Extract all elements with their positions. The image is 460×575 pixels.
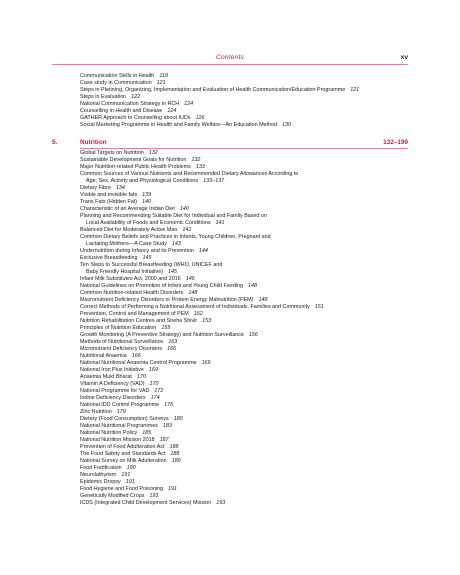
toc-entry[interactable]	[80, 122, 410, 129]
toc-entry-page: 140	[179, 206, 189, 212]
toc-entry[interactable]	[80, 402, 410, 409]
toc-entry[interactable]	[80, 94, 410, 101]
toc-entry[interactable]	[80, 409, 410, 416]
toc-entry-title: Steps in Planning, Organizing, Implementation and Evaluation of Health Communication/Education Programme	[80, 87, 346, 93]
toc-entry-title: National Iron Plus Initiative	[80, 367, 144, 373]
toc-entry[interactable]	[80, 318, 410, 325]
toc-entry-page: 148	[258, 297, 268, 303]
toc-entry-page: 188	[169, 444, 179, 450]
toc-entry[interactable]	[80, 164, 410, 171]
toc-entry-page: 132	[148, 150, 158, 156]
toc-entry[interactable]	[80, 150, 410, 157]
toc-entry-page: 140	[142, 199, 152, 205]
toc-entry-title: National Nutritional Programmes	[80, 423, 158, 429]
toc-entry-page: 156	[248, 332, 258, 338]
toc-entry-title: GATHER Approach to Counselling about IUDs	[80, 115, 191, 121]
toc-entry-title: Prevention of Food Adulteration Act	[80, 444, 165, 450]
toc-entry[interactable]	[80, 325, 410, 332]
toc-entry[interactable]	[80, 416, 410, 423]
toc-entry-page: 169	[148, 367, 158, 373]
toc-entry-page: 188	[170, 451, 180, 457]
toc-entry[interactable]	[80, 192, 410, 199]
toc-entry-title: Visible and invisible fats	[80, 192, 138, 198]
toc-entry-page: 191	[125, 479, 135, 485]
toc-entry[interactable]	[80, 395, 410, 402]
toc-entry-page: 155	[161, 325, 171, 331]
toc-entry[interactable]	[80, 115, 410, 122]
toc-entry-page: 141	[182, 227, 192, 233]
toc-entry-title: Communication Skills in Health	[80, 73, 155, 79]
toc-entry[interactable]	[80, 332, 410, 339]
toc-entry-title: Characteristic of an Average Indian Diet	[80, 206, 175, 212]
toc-entry-page: 148	[188, 290, 198, 296]
toc-entry[interactable]	[80, 199, 410, 206]
toc-entry-page: 166	[131, 353, 141, 359]
toc-entry-title: Global Targets on Nutrition	[80, 150, 144, 156]
toc-entry-title-continued	[80, 269, 410, 276]
running-title: Contents	[216, 54, 244, 61]
toc-entry-title: Planning and Recommending Suitable Diet for Individual and Family Based on	[80, 213, 267, 219]
toc-entry-page: 139	[142, 192, 152, 198]
toc-entry-title: Iodine Deficiency Disorders	[80, 395, 146, 401]
toc-entry-page: 133	[195, 164, 205, 170]
toc-entry-continuation: Age, Sex, Activity and Physiological Conditions	[86, 178, 199, 184]
chapter-entry-list	[80, 150, 410, 507]
header-divider	[52, 64, 408, 65]
toc-entry-page: 121	[156, 80, 166, 86]
toc-entry-page: 193	[216, 500, 226, 506]
toc-entry-title: Common Sources of Various Nutrients and Recommended Dietary Allowances According to	[80, 171, 299, 177]
toc-entry-title: Prevention, Control and Management of PEM	[80, 311, 189, 317]
toc-entry[interactable]	[80, 444, 410, 451]
toc-entry[interactable]	[80, 157, 410, 164]
toc-entry[interactable]	[80, 360, 410, 367]
toc-entry[interactable]	[80, 185, 410, 192]
toc-entry[interactable]	[80, 290, 410, 297]
toc-entry[interactable]	[80, 465, 410, 472]
toc-entry-title: Common Nutrition-related Health Disorders	[80, 290, 184, 296]
toc-entry-title: National IDD Control Programme	[80, 402, 160, 408]
toc-entry[interactable]	[80, 458, 410, 465]
toc-entry-title: Food Fortification	[80, 465, 122, 471]
toc-entry-title: The Food Safety and Standards Act	[80, 451, 166, 457]
toc-entry-title: Neurolathyrism	[80, 472, 117, 478]
toc-entry-title: National Communication Strategy in RCH	[80, 101, 180, 107]
toc-entry[interactable]	[80, 353, 410, 360]
toc-entry-title: Infant Milk Substitutes Act, 2000 and 2016	[80, 276, 181, 282]
toc-entry-title: Dietary Fibre	[80, 185, 111, 191]
toc-entry-title: Genetically Modified Crops	[80, 493, 145, 499]
toc-entry-title: Correct Methods of Performing a Nutritional Assessment of Individuals, Families and Community	[80, 304, 310, 310]
toc-entry-page: 191	[168, 486, 178, 492]
toc-entry-page: 187	[159, 437, 169, 443]
toc-entry-title: Counselling in Health and Disease	[80, 108, 163, 114]
toc-entry-page: 166	[167, 346, 177, 352]
toc-entry-title: Common Dietary Beliefs and Practices in Infants, Young Children, Pregnant and	[80, 234, 271, 240]
toc-entry-title: Food Hygiene and Food Poisoning	[80, 486, 164, 492]
toc-entry[interactable]	[80, 206, 410, 213]
toc-entry[interactable]	[80, 171, 410, 185]
toc-entry-title: Principles of Nutrition Education	[80, 325, 157, 331]
toc-entry-continuation: Baby Friendly Hospital Initiative)	[86, 269, 163, 275]
toc-entry-title: National Survey on Milk Adulteration	[80, 458, 167, 464]
toc-entry-page: 153	[202, 318, 212, 324]
toc-entry-page: 176	[164, 402, 174, 408]
toc-entry-title: Balanced Diet for Moderately Active Man	[80, 227, 178, 233]
toc-entry-title: Undernutrition during Infancy and its Prevention	[80, 248, 194, 254]
toc-entry-title: Methods of Nutritional Surveillance	[80, 339, 164, 345]
toc-entry-page: 145	[168, 269, 177, 275]
toc-entry-page: 185	[142, 430, 152, 436]
toc-entry-page: 174	[150, 395, 160, 401]
toc-entry[interactable]	[80, 227, 410, 234]
toc-entry-page: 121	[350, 87, 360, 93]
toc-entry-title: National Nutrition Policy	[80, 430, 138, 436]
toc-entry-page: 180	[173, 416, 183, 422]
toc-entry[interactable]	[80, 423, 410, 430]
toc-entry[interactable]	[80, 346, 410, 353]
toc-entry-title: Zinc Nutrition	[80, 409, 112, 415]
toc-entry[interactable]	[80, 255, 410, 262]
toc-entry[interactable]	[80, 367, 410, 374]
toc-entry-page: 193	[149, 493, 159, 499]
toc-entry-page: 148	[248, 283, 258, 289]
toc-entry-title: Ten Steps to Successful Breastfeeding (WHO, UNICEF and	[80, 262, 223, 268]
chapter-number: 5.	[52, 139, 58, 146]
toc-entry[interactable]	[80, 87, 410, 94]
chapter-divider	[80, 148, 408, 149]
toc-entry[interactable]	[80, 213, 410, 227]
toc-entry-title: Growth Monitoring (A Preventive Strategy) and Nutrition Surveillance	[80, 332, 244, 338]
toc-entry-page: 130	[282, 122, 292, 128]
toc-entry-page: 170	[136, 374, 146, 380]
toc-entry[interactable]	[80, 500, 410, 507]
toc-entry[interactable]	[80, 101, 410, 108]
toc-entry-page: 183	[162, 423, 172, 429]
toc-entry-page: 126	[195, 115, 205, 121]
toc-entry-title: Epidemic Dropsy	[80, 479, 121, 485]
toc-entry-title: National Guidelines on Promotion of Infant and Young Child Feeding	[80, 283, 244, 289]
intro-entry-list	[80, 73, 410, 129]
toc-entry-page: 190	[126, 465, 136, 471]
toc-entry-title: Nutritional Anaemia	[80, 353, 127, 359]
toc-entry[interactable]	[80, 493, 410, 500]
toc-entry-page: 141	[215, 220, 225, 226]
toc-entry[interactable]	[80, 374, 410, 381]
toc-entry-title: Sustainable Development Goals for Nutrition	[80, 157, 187, 163]
toc-entry-title-continued	[80, 220, 410, 227]
toc-entry-page: 191	[121, 472, 131, 478]
chapter-title: Nutrition	[80, 139, 107, 146]
toc-entry[interactable]	[80, 381, 410, 388]
toc-entry-page: 145	[142, 255, 152, 261]
toc-entry-title: ICDS (Integrated Child Development Services) Mission	[80, 500, 212, 506]
toc-entry-title: National Nutrition Mission 2018	[80, 437, 155, 443]
toc-entry-page: 172	[154, 388, 164, 394]
toc-entry-page: 132	[191, 157, 201, 163]
toc-entry-page: 170	[149, 381, 159, 387]
toc-entry-title: Nutrition Rehabilitation Centres and Sneha Shivir	[80, 318, 198, 324]
toc-entry-title: Case study in Communication	[80, 80, 152, 86]
toc-entry-page: 144	[198, 248, 208, 254]
toc-entry-page: 122	[131, 94, 141, 100]
toc-entry[interactable]	[80, 339, 410, 346]
toc-entry[interactable]	[80, 234, 410, 248]
toc-entry-title: Vitamin A Deficiency (VAD)	[80, 381, 145, 387]
toc-entry-page: 151	[314, 304, 324, 310]
toc-entry[interactable]	[80, 297, 410, 304]
toc-entry-page: 124	[167, 108, 177, 114]
chapter-page-range: 132–199	[383, 139, 408, 146]
toc-entry[interactable]	[80, 388, 410, 395]
toc-entry-title: Social Marketing Programme in Health and Family Welfare—An Education Method	[80, 122, 278, 128]
toc-entry[interactable]	[80, 262, 410, 276]
toc-entry-title-continued	[80, 241, 410, 248]
toc-entry[interactable]	[80, 276, 410, 283]
toc-entry-page: 143	[171, 241, 181, 247]
toc-entry-page: 133–137	[203, 178, 225, 184]
page-number: xv	[400, 54, 408, 61]
toc-entry-title: Anaemia Mukt Bharat	[80, 374, 132, 380]
toc-entry[interactable]	[80, 73, 410, 80]
toc-entry-title: Major Nutrition-related Public Health Problems	[80, 164, 191, 170]
toc-entry-title: Micronutrient Deficiency Disorders	[80, 346, 163, 352]
toc-entry-title: Steps in Evaluation	[80, 94, 127, 100]
toc-entry-page: 134	[115, 185, 125, 191]
toc-entry[interactable]	[80, 80, 410, 87]
toc-entry-title: Dietary (Food Consumption) Surveys	[80, 416, 169, 422]
toc-entry-title: National Nutritional Anaemia Control Programme	[80, 360, 197, 366]
toc-entry[interactable]	[80, 437, 410, 444]
toc-entry[interactable]	[80, 304, 410, 311]
toc-entry[interactable]	[80, 479, 410, 486]
toc-entry[interactable]	[80, 486, 410, 493]
toc-entry[interactable]	[80, 430, 410, 437]
toc-entry-page: 189	[171, 458, 181, 464]
toc-entry-page: 124	[184, 101, 194, 107]
toc-entry-title: Macronutrient Deficiency Disorders or Protein Energy Malnutrition (PEM)	[80, 297, 254, 303]
toc-entry-continuation: Local Availability of Foods and Economic Conditions	[86, 220, 211, 226]
toc-entry-page: 119	[159, 73, 168, 79]
toc-entry-title-continued	[80, 178, 410, 185]
toc-entry-title: National Programme for VAD	[80, 388, 150, 394]
toc-entry[interactable]	[80, 451, 410, 458]
toc-entry[interactable]	[80, 283, 410, 290]
toc-entry-page: 169	[201, 360, 211, 366]
toc-entry-title: Exclusive Breastfeeding	[80, 255, 138, 261]
toc-entry-page: 163	[168, 339, 178, 345]
toc-entry[interactable]	[80, 248, 410, 255]
toc-entry-page: 152	[193, 311, 203, 317]
toc-entry-title: Trans Fats (Hidden Fat)	[80, 199, 138, 205]
toc-entry-continuation: Lactating Mothers—A Case Study	[86, 241, 167, 247]
toc-entry[interactable]	[80, 472, 410, 479]
toc-entry[interactable]	[80, 311, 410, 318]
toc-entry-page: 179	[116, 409, 126, 415]
toc-entry[interactable]	[80, 108, 410, 115]
toc-entry-page: 146	[185, 276, 195, 282]
